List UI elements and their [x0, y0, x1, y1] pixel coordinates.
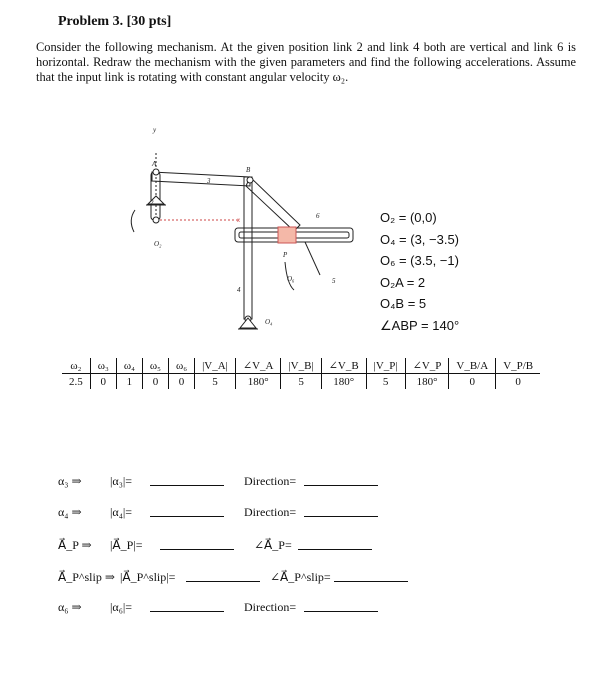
given-parameters [380, 207, 459, 336]
answer-symbol: α₄ ⇒ [58, 505, 82, 519]
table-cell: 1 [116, 374, 142, 390]
table-cell: 180° [405, 374, 449, 390]
label-O4: O₄ [265, 318, 273, 326]
label-O6: O₆ [287, 275, 295, 283]
table-header: V_B/A [449, 358, 496, 374]
omega2-arrow [131, 210, 135, 232]
answer-symbol: A⃗_P^slip ⇒ [58, 570, 115, 584]
problem-statement: Consider the following mechanism. At the given position link 2 and link 4 both are vertical and link 6 is horizontal. Redraw the mechanism with the given parameters and find the following accelerations. Assume that the input link is rotating with constant angular velocity ω₂. [36, 40, 576, 84]
label-link-3: 3 [207, 177, 211, 185]
answer-direction-blank[interactable] [304, 474, 378, 486]
param-o4b: O₄B = 5 [380, 296, 427, 311]
label-O2: O₂ [154, 240, 162, 248]
table-header: ω₂ [62, 358, 90, 374]
param-o4: O₄ = (3, −3.5) [380, 231, 460, 247]
table-cell: 5 [281, 374, 321, 390]
answer-magnitude-label: |A⃗_P|= [110, 538, 143, 552]
table-cell: 2.5 [69, 375, 83, 388]
table-cell: 0 [168, 374, 194, 390]
table-cell: 5 [195, 374, 236, 390]
answer-direction-label: Direction= [244, 600, 297, 614]
param-o2a: O₂A = 2 [380, 274, 426, 290]
label-y-axis: y [153, 126, 157, 134]
answer-magnitude-blank[interactable] [186, 570, 260, 582]
answer-direction-blank[interactable] [304, 505, 378, 517]
label-point-B: B [246, 166, 251, 174]
answer-direction-blank[interactable] [304, 600, 378, 612]
label-point-A: A [152, 160, 157, 168]
table-header-row [62, 358, 540, 374]
table-cell: 5 [366, 374, 405, 390]
pin-A [153, 169, 159, 175]
answer-symbol: α₃ ⇒ [58, 474, 82, 488]
answer-magnitude-label: |α₄|= [110, 505, 133, 519]
param-o2: O₂ = (0,0) [380, 210, 437, 225]
answer-magnitude-blank[interactable] [150, 600, 224, 612]
table-cell: 180° [321, 374, 366, 390]
velocity-table [62, 358, 540, 389]
answer-direction-blank[interactable] [298, 538, 372, 550]
label-point-P: P [283, 251, 288, 259]
pin-B [247, 177, 253, 183]
answer-magnitude-blank[interactable] [150, 474, 224, 486]
table-header: |V_P| [366, 358, 405, 374]
answer-direction-label: Direction= [244, 474, 297, 488]
answer-direction-label: Direction= [244, 505, 297, 519]
table-cell: 180° [235, 374, 281, 390]
label-link-6: 6 [316, 212, 320, 220]
answer-magnitude-label: |A⃗_P^slip|= [120, 570, 176, 584]
table-cell: 0 [90, 374, 116, 390]
label-x-axis: x [237, 216, 241, 224]
answer-direction-blank[interactable] [334, 570, 408, 582]
answer-symbol: α₆ ⇒ [58, 600, 82, 614]
pin-O2 [153, 217, 159, 223]
table-cell: 0 [496, 374, 540, 390]
answer-direction-label: ∠A⃗_P= [254, 538, 292, 552]
table-header: ω₃ [90, 358, 116, 374]
table-header: ω₆ [168, 358, 194, 374]
answer-magnitude-label: |α₆|= [110, 600, 133, 614]
table-header: ∠V_A [235, 358, 281, 374]
table-header: V_P/B [496, 358, 540, 374]
answer-symbol: A⃗_P ⇒ [58, 538, 92, 552]
link-3 [152, 172, 250, 186]
ground-O4 [240, 318, 256, 328]
problem-title: Problem 3. [30 pts] [58, 14, 172, 29]
table-cell: 0 [449, 374, 496, 390]
answer-magnitude-label: |α₃|= [110, 474, 133, 488]
answer-magnitude-blank[interactable] [150, 505, 224, 517]
link-4 [244, 177, 252, 319]
table-header: ω₄ [116, 358, 142, 374]
answer-magnitude-blank[interactable] [160, 538, 234, 550]
table-header: ω₅ [142, 358, 168, 374]
param-abp: ∠ABP = 140° [380, 317, 460, 333]
table-value-row [62, 374, 540, 390]
label-link-2: 2 [150, 199, 154, 207]
param-o6: O₆ = (3.5, −1) [380, 253, 459, 268]
table-header: ∠V_B [321, 358, 366, 374]
label-link-4: 4 [237, 286, 241, 294]
slider-block [278, 227, 296, 243]
label-link-5: 5 [332, 277, 336, 285]
table-header: |V_B| [281, 358, 321, 374]
link-bp [246, 177, 300, 231]
link-5 [305, 242, 320, 275]
table-header: ∠V_P [405, 358, 449, 374]
table-cell: 0 [142, 374, 168, 390]
answer-direction-label: ∠A⃗_P^slip= [270, 570, 331, 584]
table-header: |V_A| [195, 358, 236, 374]
